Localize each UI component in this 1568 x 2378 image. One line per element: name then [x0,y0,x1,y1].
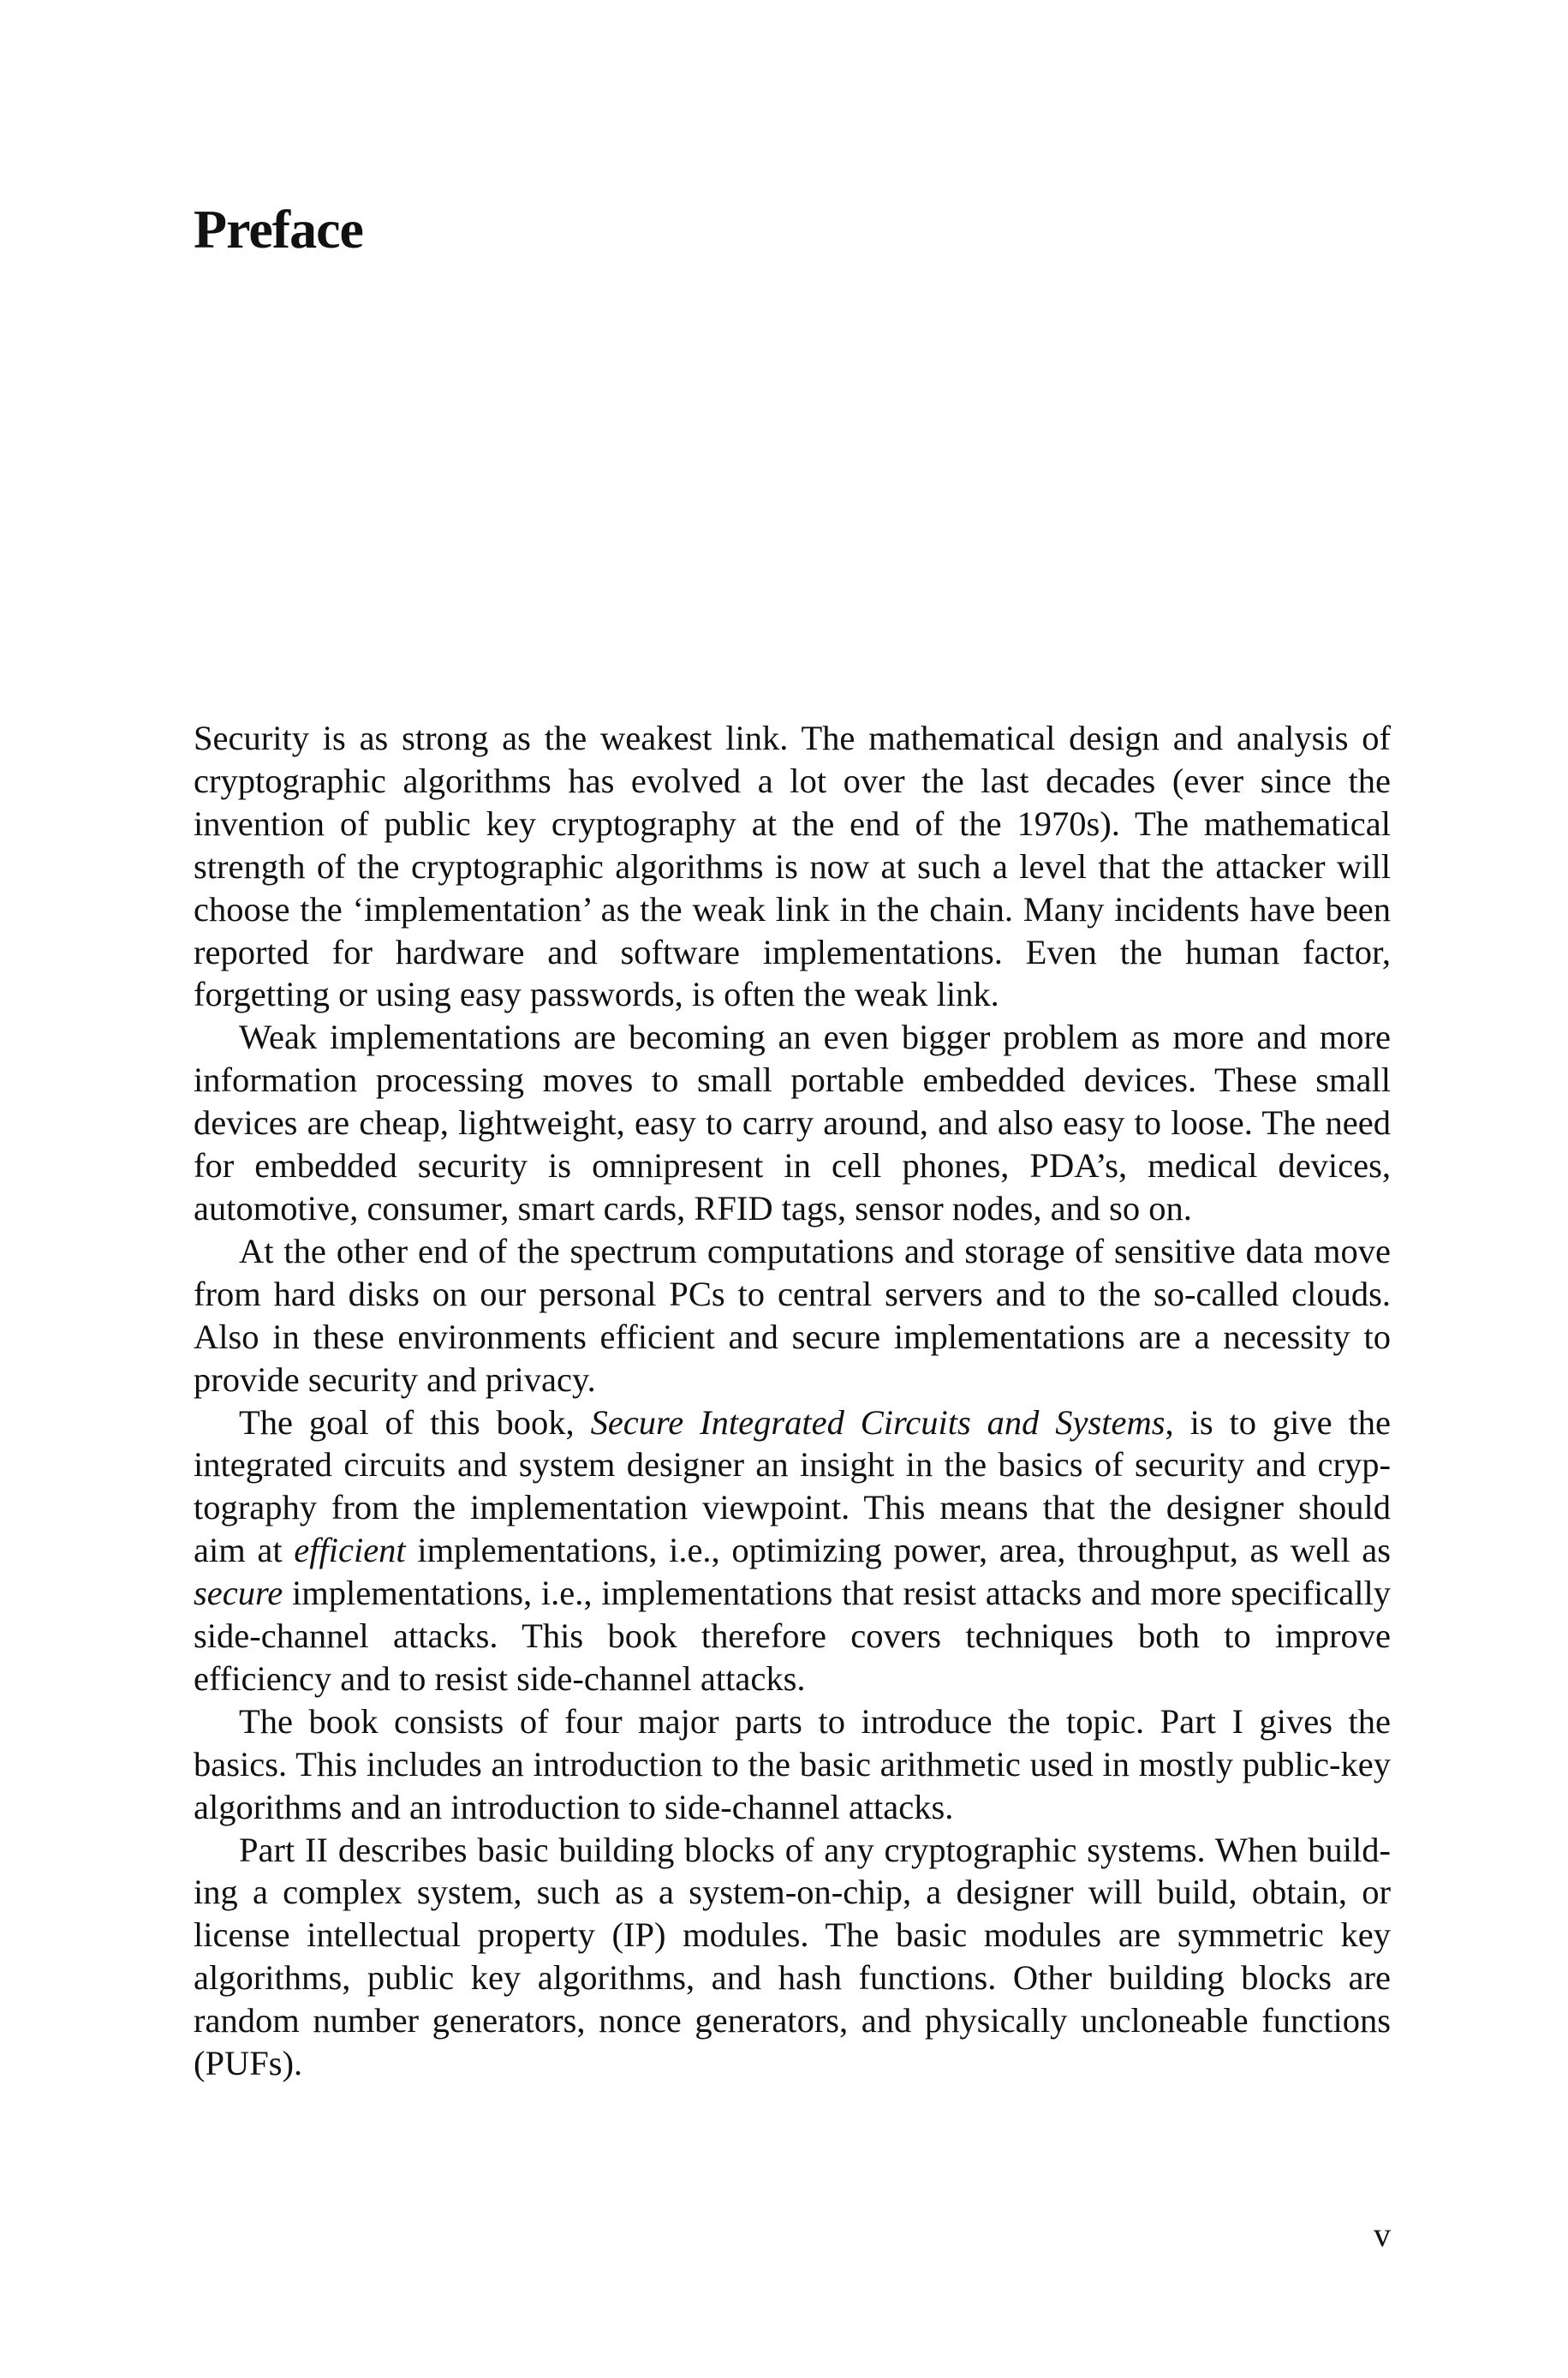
body-paragraph [194,717,1391,1016]
paragraph-text: implementations, i.e., implementations that resist attacks and more specifically side-channel attacks. This book therefore covers techniques both to improve efficiency and to resist side-channel attacks. [194,1574,1391,1698]
body-paragraph [194,1829,1391,2085]
body-paragraph [194,1700,1391,1829]
paragraph-text: Part II describes basic building blocks of any cryptographic systems. When building a complex system, such as a system-on-chip, a designer will build, obtain, or license intellectual property (IP) modules. The basic modules are symmetric key algorithms, public key algorithms, and hash functions. Other building blocks are random number generators, nonce generators, and physically uncloneable functions (PUFs). [194,1830,1391,2083]
body-paragraph [194,1016,1391,1230]
body-paragraph [194,1230,1391,1401]
italic-text: Secure Integrated Circuits and Systems [590,1402,1166,1442]
paragraph-text: At the other end of the spectrum computations and storage of sensitive data move from hard disks on our personal PCs to central servers and to the so-called clouds. Also in these environments efficient and secure implementations are a necessity to provide security and privacy. [194,1231,1391,1399]
chapter-title: Preface [194,199,363,260]
paragraph-text: The book consists of four major parts to introduce the topic. Part I gives the basics. This includes an introduction to the basic arithmetic used in mostly public-key algorithms and an introduction to side-channel attacks. [194,1701,1391,1826]
page-number: v [1374,2215,1391,2254]
paragraph-text: Security is as strong as the weakest link. The mathematical design and analysis of cryptographic algorithms has evolved a lot over the last decades (ever since the invention of public key cryptography at the end of the 1970s). The mathematical strength of the cryptographic algorithms is now at such a level that the attacker will choose the ‘implementation’ as the weak link in the chain. Many incidents have been reported for hardware and software implementations. Even the human factor, forgetting or using easy passwords, is often the weak link. [194,719,1391,1014]
paragraph-text: implementations, i.e., optimizing power, area, throughput, as well as [405,1531,1391,1570]
italic-text: efficient [294,1531,406,1570]
preface-body [194,717,1391,2085]
paragraph-text: The goal of this book, [239,1402,591,1442]
paragraph-text: Weak implementations are becoming an even bigger problem as more and more information processing moves to small portable embedded devices. These small devices are cheap, lightweight, easy to carry around, and also easy to loose. The need for embedded security is omnipresent in cell phones, PDA’s, medical devices, automotive, consumer, smart cards, RFID tags, sensor nodes, and so on. [194,1018,1391,1228]
italic-text: secure [194,1574,283,1613]
body-paragraph [194,1401,1391,1700]
paragraph-text: , is to give the integrated circuits and system designer an insight in the basics of security and cryptography from the implementation viewpoint. This means that the designer should aim at [194,1402,1391,1570]
